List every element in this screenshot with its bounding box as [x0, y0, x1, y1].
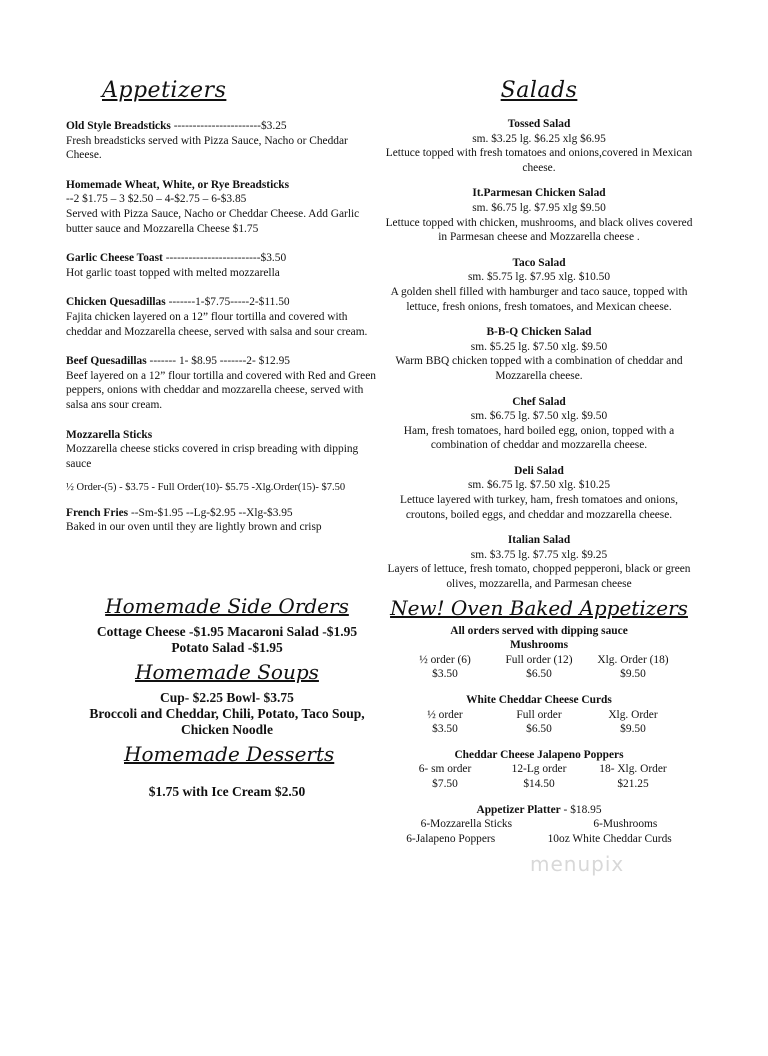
menu-item — [66, 295, 382, 339]
salad-desc: Ham, fresh tomatoes, hard boiled egg, onion, topped with a combination of cheddar and mozzarella cheese. — [403, 424, 675, 452]
salad-desc: Lettuce layered with turkey, ham, fresh tomatoes and onions, croutons, boiled eggs, and cheddar and mozzarella cheese. — [400, 494, 678, 521]
oven-baked-subtitle: All orders served with dipping sauce — [450, 624, 628, 637]
item-price: -------------------------$3.50 — [165, 252, 287, 265]
menu-item — [66, 178, 382, 236]
menu-item — [66, 428, 382, 472]
item-name: Garlic Cheese Toast — [66, 252, 163, 265]
size-row — [380, 762, 698, 777]
salad-desc: Warm BBQ chicken topped with a combination of cheddar and Mozzarella cheese. — [395, 355, 683, 382]
side-orders-line: Potato Salad -$1.95 — [171, 640, 283, 655]
item-price: ------- 1- $8.95 -------2- $12.95 — [149, 355, 290, 368]
appetizers-heading: Appetizers — [102, 78, 227, 103]
item-desc: Baked in our oven until they are lightly brown and crisp — [66, 521, 322, 534]
item-name: Old Style Breadsticks — [66, 120, 171, 132]
salad-prices: sm. $3.75 lg. $7.75 xlg. $9.25 — [470, 548, 608, 561]
salad-prices: sm. $5.75 lg. $7.95 xlg. $10.50 — [467, 271, 611, 284]
soups-line: Broccoli and Cheddar, Chili, Potato, Taco Soup, — [89, 706, 365, 721]
side-orders-line: Cottage Cheese -$1.95 Macaroni Salad -$1.95 — [96, 624, 358, 639]
platter-component: 6-Mushrooms — [593, 818, 658, 831]
item-desc: Fajita chicken layered on a 12” flour tortilla and covered with cheddar and Mozzarella cheese, served with salsa and sour cream. — [66, 310, 368, 338]
salad-item — [380, 186, 698, 244]
price-row — [380, 722, 698, 737]
price-label: $14.50 — [523, 777, 555, 790]
salad-desc: A golden shell filled with hamburger and taco sauce, topped with lettuce, fresh onions, fresh tomatoes, and Mexican cheese. — [390, 285, 688, 313]
size-label: ½ order — [427, 708, 463, 721]
item-name: French Fries — [66, 506, 129, 519]
price-label: $3.50 — [432, 723, 458, 736]
item-desc: Served with Pizza Sauce, Nacho or Cheddar Cheese. Add Garlic butter sauce and Mozzarella Cheese $1.75 — [66, 207, 360, 235]
price-label: $6.50 — [526, 723, 552, 736]
price-row — [380, 777, 698, 792]
salad-desc: Layers of lettuce, fresh tomato, chopped pepperoni, black or green olives, mozzarella, and Parmesan cheese — [387, 563, 691, 591]
size-label: Full order — [516, 708, 562, 721]
salad-item — [380, 464, 698, 522]
size-label: 18- Xlg. Order — [599, 763, 667, 776]
price-label: $7.50 — [432, 777, 458, 790]
item-name: Chicken Quesadillas — [66, 296, 166, 309]
salad-item — [380, 117, 698, 175]
item-desc: Hot garlic toast topped with melted mozzarella — [66, 266, 280, 279]
platter-component: 6-Jalapeno Poppers — [406, 832, 496, 845]
price-label: $3.50 — [432, 668, 458, 681]
platter-component: 10oz White Cheddar Curds — [547, 832, 672, 845]
menu-item — [66, 354, 382, 412]
item-desc: Beef layered on a 12” flour tortilla and covered with Red and Green peppers, onions with cheddar and mozzarella cheese, served with salsa ans sour cream. — [66, 369, 376, 411]
size-row — [380, 653, 698, 668]
item-name: Mozzarella Sticks — [66, 428, 153, 441]
oven-item — [380, 748, 698, 792]
menu-item — [66, 251, 382, 280]
salad-name: It.Parmesan Chicken Salad — [472, 187, 606, 200]
price-label: $9.50 — [620, 668, 646, 681]
item-name: Beef Quesadillas — [66, 355, 147, 368]
size-label: Xlg. Order — [608, 708, 658, 721]
item-name: Homemade Wheat, White, or Rye Breadsticks — [66, 178, 290, 191]
side-orders-heading: Homemade Side Orders — [105, 594, 349, 618]
oven-item — [380, 803, 698, 847]
size-label: ½ order (6) — [419, 653, 471, 666]
item-desc: Fresh breadsticks served with Pizza Sauce, Nacho or Cheddar Cheese. — [66, 134, 348, 162]
desserts-line: $1.75 with Ice Cream $2.50 — [148, 784, 306, 799]
platter-price: - $18.95 — [560, 803, 602, 816]
size-row — [380, 708, 698, 723]
price-row — [380, 667, 698, 682]
salad-item — [380, 533, 698, 591]
salad-name: Italian Salad — [507, 534, 571, 547]
salad-item — [380, 256, 698, 314]
salad-prices: sm. $6.75 lg. $7.50 xlg. $9.50 — [470, 410, 608, 423]
price-label: $6.50 — [526, 668, 552, 681]
platter-row — [380, 817, 698, 832]
salad-name: Taco Salad — [512, 256, 566, 269]
left-column — [66, 78, 382, 550]
salad-name: Tossed Salad — [507, 118, 571, 130]
size-label: 6- sm order — [418, 763, 472, 776]
item-price: --2 $1.75 – 3 $2.50 – 4-$2.75 – 6-$3.85 — [66, 193, 247, 206]
salad-desc: Lettuce topped with chicken, mushrooms, and black olives covered in Parmesan cheese and Mozzarella cheese . — [385, 216, 693, 244]
oven-item — [380, 693, 698, 737]
item-desc: Mozzarella cheese sticks covered in crisp breading with dipping sauce — [66, 443, 359, 470]
size-label: Full order (12) — [505, 653, 573, 666]
oven-item-name: Mushrooms — [509, 639, 568, 652]
platter-component: 6-Mozzarella Sticks — [420, 818, 513, 831]
salad-item — [380, 395, 698, 453]
price-label: $9.50 — [620, 723, 646, 736]
platter-row — [380, 832, 698, 847]
oven-item-name: Cheddar Cheese Jalapeno Poppers — [454, 748, 624, 761]
item-price: --Sm-$1.95 --Lg-$2.95 --Xlg-$3.95 — [130, 506, 293, 519]
oven-item-name: Appetizer Platter — [476, 803, 561, 816]
soups-heading: Homemade Soups — [135, 660, 319, 684]
right-column — [380, 78, 698, 857]
salad-prices: sm. $5.25 lg. $7.50 xlg. $9.50 — [470, 340, 608, 353]
salad-prices: sm. $6.75 lg. $7.95 xlg $9.50 — [472, 201, 606, 214]
salad-prices: sm. $3.25 lg. $6.25 xlg $6.95 — [472, 132, 606, 145]
oven-baked-heading: New! Oven Baked Appetizers — [390, 595, 688, 620]
oven-item — [380, 638, 698, 682]
size-label: Xlg. Order (18) — [597, 653, 669, 666]
mozzarella-prices: ½ Order-(5) - $3.75 - Full Order(10)- $5.75 -Xlg.Order(15)- $7.50 — [66, 482, 346, 494]
salad-name: B-B-Q Chicken Salad — [486, 326, 592, 339]
menu-item — [66, 119, 382, 163]
soups-line: Cup- $2.25 Bowl- $3.75 — [160, 690, 294, 705]
item-price: -------1-$7.75-----2-$11.50 — [168, 296, 290, 309]
watermark-logo: menupix — [530, 852, 625, 876]
salad-prices: sm. $6.75 lg. $7.50 xlg. $10.25 — [467, 479, 611, 492]
salad-name: Deli Salad — [514, 464, 564, 477]
oven-item-name: White Cheddar Cheese Curds — [466, 694, 612, 706]
desserts-heading: Homemade Desserts — [124, 742, 335, 766]
price-label: $21.25 — [617, 777, 649, 790]
size-label: 12-Lg order — [511, 763, 567, 776]
salad-desc: Lettuce topped with fresh tomatoes and onions,covered in Mexican cheese. — [385, 147, 693, 174]
homemade-section — [62, 590, 392, 800]
menu-item — [66, 506, 382, 535]
salad-item — [380, 325, 698, 383]
salads-heading: Salads — [500, 78, 578, 103]
soups-line: Chicken Noodle — [181, 722, 273, 737]
salad-name: Chef Salad — [512, 395, 566, 408]
item-price: -----------------------$3.25 — [173, 120, 287, 132]
